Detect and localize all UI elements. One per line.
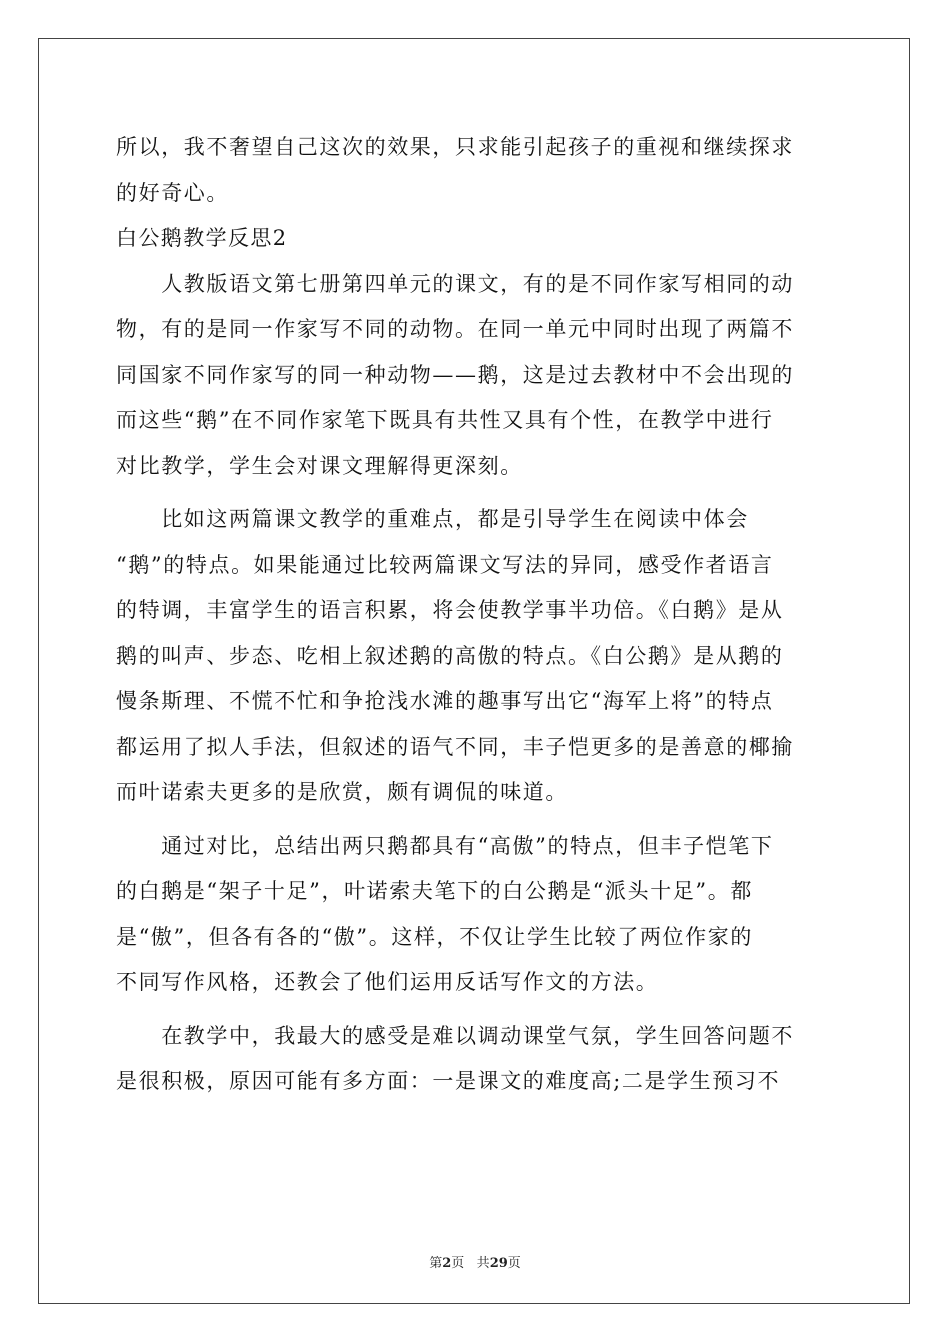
text-line: 不同写作风格，还教会了他们运用反话写作文的方法。 [116,970,659,994]
page-footer [0,1252,950,1271]
text-line: 鹅的叫声、步态、吃相上叙述鹅的高傲的特点。《白公鹅》是从鹅的 [116,643,784,668]
page-suffix: 页 [451,1256,465,1271]
page-prefix: 第 [429,1256,443,1271]
text-line: 人教版语文第七册第四单元的课文，有的是不同作家写相同的动 [116,271,794,296]
text-line: 通过对比，总结出两只鹅都具有“高傲”的特点，但丰子恺笔下 [116,833,774,858]
total-prefix: 共 [476,1256,490,1271]
text-line: 而叶诺索夫更多的是欣赏，颇有调侃的味道。 [116,780,568,804]
text-line: 慢条斯理、不慌不忙和争抢浅水滩的趣事写出它“海军上将”的特点 [116,689,774,713]
text-line: 的特调，丰富学生的语言积累，将会使教学事半功倍。《白鹅》是从 [116,598,784,622]
text-line: 是“傲”，但各有各的“傲”。这样，不仅让学生比较了两位作家的 [116,924,753,949]
text-line: 在教学中，我最大的感受是难以调动课堂气氛，学生回答问题不 [116,1023,794,1048]
page-total: 29 [489,1256,508,1271]
text-line: 物，有的是同一作家写不同的动物。在同一单元中同时出现了两篇不 [116,317,794,341]
text-line: 的白鹅是“架子十足”，叶诺索夫笔下的白公鹅是“派头十足”。都 [116,879,753,903]
text-line: 都运用了拟人手法，但叙述的语气不同，丰子恺更多的是善意的椰揄 [116,734,794,759]
text-line: 比如这两篇课文教学的重难点，都是引导学生在阅读中体会 [116,507,749,531]
text-line: 所以，我不奢望自己这次的效果，只求能引起孩子的重视和继续探求 [116,135,794,159]
section-heading: 白公鹅教学反思2 [116,226,288,250]
text-line: 是很积极，原因可能有多方面：一是课文的难度高;二是学生预习不 [116,1069,781,1093]
document-body [116,125,836,1105]
text-line: 的好奇心。 [116,180,229,205]
page-current: 2 [442,1256,452,1271]
text-line: “鹅”的特点。如果能通过比较两篇课文写法的异同，感受作者语言 [116,552,774,577]
total-suffix: 页 [507,1256,521,1271]
text-line: 而这些“鹅”在不同作家笔下既具有共性又具有个性，在教学中进行 [116,408,774,432]
text-line: 对比教学，学生会对课文理解得更深刻。 [116,453,523,478]
text-line: 同国家不同作家写的同一种动物——鹅，这是过去教材中不会出现的 [116,362,794,387]
